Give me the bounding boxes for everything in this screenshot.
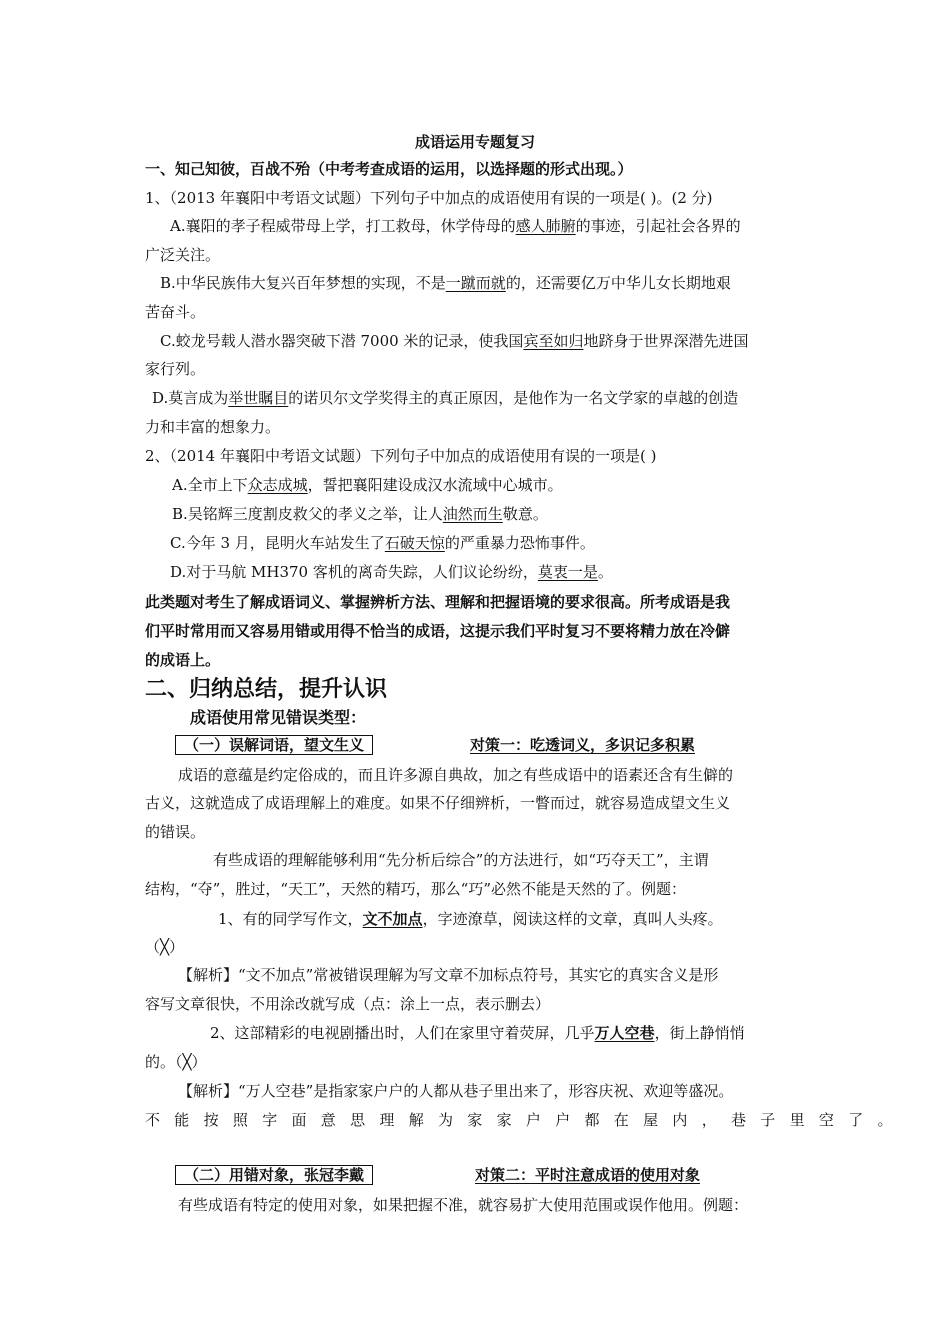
q2-option-d bbox=[170, 562, 950, 582]
q1-option-d-cont: 力和丰富的想象力。 bbox=[145, 418, 281, 436]
q1-option-d bbox=[152, 388, 950, 408]
page-title: 成语运用专题复习 bbox=[414, 133, 535, 151]
example-1-mark: （╳） bbox=[145, 938, 185, 956]
analysis-2-cont: 不能按照字面意思理解为家家户户都在屋内，巷子里空了。 bbox=[145, 1111, 907, 1129]
q1-option-c bbox=[160, 331, 950, 351]
text: 2、这部精彩的电视剧播出时，人们在家里守着荧屏，几乎 bbox=[210, 1024, 595, 1042]
q1-option-c-cont: 家行列。 bbox=[145, 360, 206, 378]
text: 。 bbox=[597, 563, 613, 581]
analysis-1-cont: 容写文章很快，不用涂改就写成（点：涂上一点，表示删去） bbox=[145, 995, 551, 1013]
type1-strategy: 对策一：吃透词义，多识记多积累 bbox=[470, 736, 696, 754]
paragraph-line: 结构，“夺”，胜过，“天工”，天然的精巧，那么“巧”必然不能是天然的了。例题： bbox=[145, 880, 687, 898]
idiom: 油然而生 bbox=[442, 505, 503, 523]
text: B.中华民族伟大复兴百年梦想的实现，不是 bbox=[160, 274, 446, 292]
text: 的诺贝尔文学奖得主的真正原因，是他作为一名文学家的卓越的创造 bbox=[288, 389, 739, 407]
q1-stem: 1、（2013 年襄阳中考语文试题）下列句子中加点的成语使用有误的一项是( )。(2 分) bbox=[145, 189, 713, 207]
paragraph-line: 成语的意蕴是约定俗成的，而且许多源自典故，加之有些成语中的语素还含有生僻的 bbox=[178, 766, 734, 784]
type1-box: （一）误解词语，望文生义 bbox=[175, 735, 373, 755]
text: B.吴铭辉三度割皮救父的孝义之举，让人 bbox=[172, 505, 443, 523]
summary-line: 的成语上。 bbox=[145, 651, 221, 669]
section1-heading: 一、知己知彼，百战不殆（中考考查成语的运用，以选择题的形式出现。） bbox=[145, 160, 633, 178]
idiom: 一蹴而就 bbox=[445, 274, 506, 292]
q1-option-b bbox=[160, 273, 950, 293]
text: ，街上静悄悄 bbox=[654, 1024, 745, 1042]
analysis-1: 【解析】“文不加点”常被错误理解为写文章不加标点符号，其实它的真实含义是形 bbox=[178, 966, 719, 984]
q2-option-c bbox=[170, 533, 950, 553]
example-2 bbox=[210, 1023, 950, 1043]
q1-option-b-cont: 苦奋斗。 bbox=[145, 303, 206, 321]
idiom: 举世瞩目 bbox=[228, 389, 289, 407]
idiom: 万人空巷 bbox=[594, 1024, 655, 1042]
summary-line: 此类题对考生了解成语词义、掌握辨析方法、理解和把握语境的要求很高。所考成语是我 bbox=[145, 593, 731, 611]
idiom: 石破天惊 bbox=[384, 534, 445, 552]
text: 地跻身于世界深潜先进国 bbox=[583, 332, 749, 350]
text: A.全市上下 bbox=[172, 476, 248, 494]
q1-option-a-cont: 广泛关注。 bbox=[145, 246, 221, 264]
type2-box: （二）用错对象，张冠李戴 bbox=[175, 1165, 373, 1185]
summary-line: 们平时常用而又容易用错或用得不恰当的成语，这提示我们平时复习不要将精力放在冷僻 bbox=[145, 622, 731, 640]
idiom: 感人肺腑 bbox=[515, 217, 576, 235]
idiom: 莫衷一是 bbox=[537, 563, 598, 581]
text: A.襄阳的孝子程威带母上学，打工救母，休学侍母的 bbox=[170, 217, 516, 235]
text: 敬意。 bbox=[502, 505, 548, 523]
text: 的事迹，引起社会各界的 bbox=[575, 217, 741, 235]
text: C.今年 3 月，昆明火车站发生了 bbox=[170, 534, 385, 552]
analysis-2: 【解析】“万人空巷”是指家家户户的人都从巷子里出来了，形容庆祝、欢迎等盛况。 bbox=[178, 1082, 734, 1100]
q1-option-a bbox=[170, 216, 950, 236]
idiom: 宾至如归 bbox=[523, 332, 584, 350]
type2-strategy: 对策二：平时注意成语的使用对象 bbox=[475, 1166, 701, 1184]
paragraph-line: 的错误。 bbox=[145, 823, 206, 841]
q2-option-a bbox=[172, 475, 950, 495]
section2-heading: 二、归纳总结，提升认识 bbox=[145, 676, 388, 702]
text: C.蛟龙号载人潜水器突破下潜 7000 米的记录，使我国 bbox=[160, 332, 524, 350]
section2-subheading: 成语使用常见错误类型： bbox=[190, 708, 367, 727]
text: ，字迹潦草，阅读这样的文章，真叫人头疼。 bbox=[422, 910, 723, 928]
idiom: 众志成城 bbox=[247, 476, 308, 494]
example-1 bbox=[218, 909, 950, 929]
paragraph-line: 有些成语的理解能够利用“先分析后综合”的方法进行，如“巧夺天工”，主谓 bbox=[213, 851, 709, 869]
text: 1、有的同学写作文， bbox=[218, 910, 363, 928]
q2-option-b bbox=[172, 504, 950, 524]
paragraph-line: 有些成语有特定的使用对象，如果把握不准，就容易扩大使用范围或误作他用。例题： bbox=[178, 1196, 749, 1214]
text: D.莫言成为 bbox=[152, 389, 229, 407]
text: ，誓把襄阳建设成汉水流域中心城市。 bbox=[307, 476, 563, 494]
q2-stem: 2、（2014 年襄阳中考语文试题）下列句子中加点的成语使用有误的一项是( ) bbox=[145, 447, 657, 465]
text: 的严重暴力恐怖事件。 bbox=[444, 534, 595, 552]
example-2-cont: 的。（╳） bbox=[145, 1053, 207, 1071]
text: D.对于马航 MH370 客机的离奇失踪，人们议论纷纷， bbox=[170, 563, 538, 581]
text: 的，还需要亿万中华儿女长期地艰 bbox=[505, 274, 731, 292]
paragraph-line: 古义，这就造成了成语理解上的难度。如果不仔细辨析，一瞥而过，就容易造成望文生义 bbox=[145, 794, 731, 812]
idiom: 文不加点 bbox=[362, 910, 423, 928]
